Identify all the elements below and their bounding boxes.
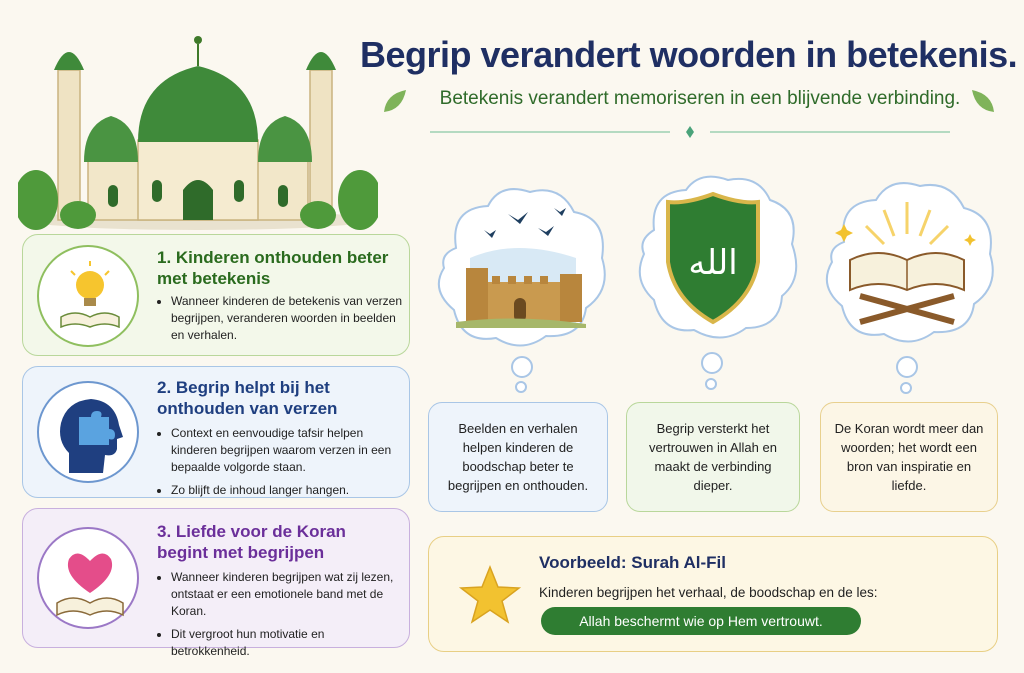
head-puzzle-icon bbox=[37, 381, 139, 483]
leaf-right-icon bbox=[968, 86, 998, 116]
info-box-images: Beelden en verhalen helpen kinderen de boodschap beter te begrijpen en onthouden. bbox=[428, 402, 608, 512]
bullet: • Wanneer kinderen begrijpen wat zij lezen, ontstaat er een emotionele band met de Koran. bbox=[171, 569, 403, 620]
card-bullets bbox=[157, 425, 403, 505]
star-icon bbox=[455, 561, 525, 631]
card-bullets bbox=[157, 569, 403, 666]
svg-text:الله: الله bbox=[688, 243, 738, 283]
card-meaning bbox=[22, 234, 410, 356]
card-bullets bbox=[157, 293, 403, 350]
lightbulb-book-icon bbox=[37, 245, 139, 347]
card-title: 2. Begrip helpt bij het onthouden van verzen bbox=[157, 378, 338, 418]
thought-dot bbox=[515, 381, 527, 393]
page-subtitle: Betekenis verandert memoriseren in een blijvende verbinding. bbox=[439, 88, 961, 109]
header-divider bbox=[430, 126, 950, 138]
thought-dot bbox=[900, 382, 912, 394]
heart-book-icon bbox=[37, 527, 139, 629]
thought-dot bbox=[701, 352, 723, 374]
bullet: • Context en eenvoudige tafsir helpen kinderen begrijpen waarom verzen in een bepaalde volgorde staan. bbox=[171, 425, 403, 476]
thought-dot bbox=[896, 356, 918, 378]
example-text: Kinderen begrijpen het verhaal, de boodschap en de les: bbox=[539, 585, 878, 600]
leaf-left-icon bbox=[380, 86, 410, 116]
example-title: Voorbeeld: Surah Al-Fil bbox=[539, 553, 727, 572]
card-title: 1. Kinderen onthouden beter met betekenis bbox=[157, 248, 389, 288]
page-title: Begrip verandert woorden in betekenis. bbox=[360, 34, 1018, 75]
example-box bbox=[428, 536, 998, 652]
card-title: 3. Liefde voor de Koran begint met begrijpen bbox=[157, 522, 346, 562]
thought-dot bbox=[511, 356, 533, 378]
card-understanding bbox=[22, 366, 410, 498]
info-box-trust: Begrip versterkt het vertrouwen in Allah en maakt de verbinding dieper. bbox=[626, 402, 800, 512]
bullet: • Zo blijft de inhoud langer hangen. bbox=[171, 482, 403, 499]
thought-dot bbox=[705, 378, 717, 390]
mosque-illustration bbox=[18, 20, 378, 230]
bullet: • Dit vergroot hun motivatie en betrokkenheid. bbox=[171, 626, 403, 660]
card-love bbox=[22, 508, 410, 658]
info-box-inspiration: De Koran wordt meer dan woorden; het wordt een bron van inspiratie en liefde. bbox=[820, 402, 998, 512]
example-highlight: Allah beschermt wie op Hem vertrouwt. bbox=[541, 607, 861, 635]
bullet: • Wanneer kinderen de betekenis van verzen begrijpen, veranderen woorden in beelden en verhalen. bbox=[171, 293, 403, 344]
